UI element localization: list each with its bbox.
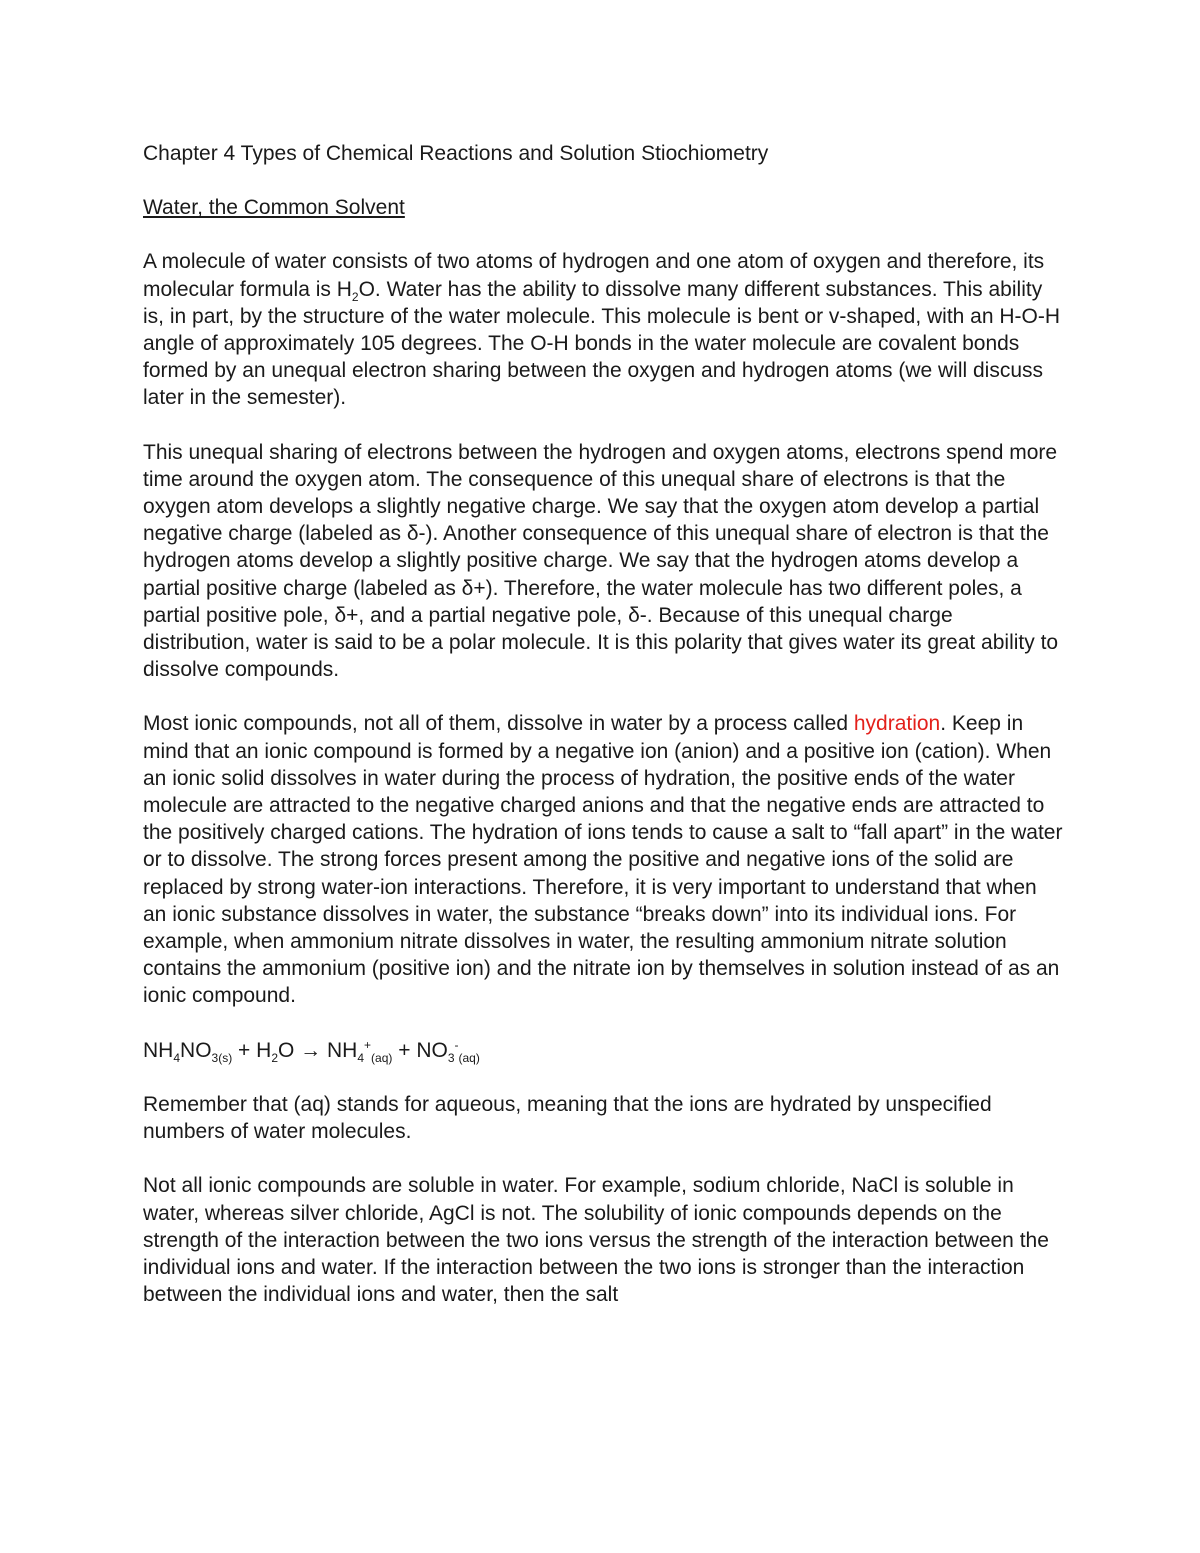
- paragraph-water-molecule: [143, 248, 1063, 411]
- equation-text: NH: [321, 1038, 358, 1062]
- paragraph-text: . Keep in mind that an ionic compound is formed by a negative ion (anion) and a positive ion (cation). When an ionic solid dissolves in water during the process of hydration, the positive ends of the water molecule are attracted to the negative charged anions and that the negative ends are attracted to the positively charged cations. The hydration of ions tends to cause a salt to “fall apart” in the water or to dissolve. The strong forces present among the positive and negative ions of the solid are replaced by strong water-ion interactions. Therefore, it is very important to understand that when an ionic substance dissolves in water, the substance “breaks down” into its individual ions. For example, when ammonium nitrate dissolves in water, the resulting ammonium nitrate solution contains the ammonium (positive ion) and the nitrate ion by themselves in solution instead of as an ionic compound.: [143, 712, 1063, 1008]
- equation-subscript: 4: [357, 1050, 365, 1065]
- equation-subscript: (aq): [458, 1050, 480, 1065]
- formula-subscript: 2: [351, 289, 359, 304]
- paragraph-text: A molecule of water consists of two atoms of hydrogen and one atom of oxygen and therefore, its molecular formula is H: [143, 250, 1045, 301]
- equation-subscript: 3(s): [211, 1050, 233, 1065]
- equation-subscript: 2: [271, 1050, 278, 1065]
- equation-text: O: [278, 1038, 301, 1062]
- reaction-arrow-icon: →: [300, 1038, 322, 1062]
- equation-text: + H: [232, 1038, 272, 1062]
- paragraph-aqueous: Remember that (aq) stands for aqueous, meaning that the ions are hydrated by unspecified numbers of water molecules.: [143, 1092, 992, 1144]
- equation-text: + NO: [392, 1038, 448, 1062]
- highlighted-term-hydration: hydration: [853, 712, 941, 736]
- equation-subscript: 3: [447, 1050, 455, 1065]
- paragraph-text: Most ionic compounds, not all of them, dissolve in water by a process called: [143, 712, 854, 736]
- paragraph-polarity: This unequal sharing of electrons between the hydrogen and oxygen atoms, electrons spend more time around the oxygen atom. The consequence of this unequal share of electrons is that the oxygen atom develops a slightly negative charge. We say that the oxygen atom develop a partial negative charge (labeled as δ-). Another consequence of this unequal share of electron is that the hydrogen atoms develop a slightly positive charge. We say that the hydrogen atoms develop a partial positive charge (labeled as δ+). Therefore, the water molecule has two different poles, a partial positive pole, δ+, and a partial negative pole, δ-. Because of this unequal charge distribution, water is said to be a polar molecule. It is this polarity that gives water its great ability to dissolve compounds.: [143, 440, 1059, 682]
- equation-text: NO: [180, 1038, 212, 1062]
- chapter-title: Chapter 4 Types of Chemical Reactions and Solution Stiochiometry: [143, 142, 769, 165]
- section-heading: Water, the Common Solvent: [143, 196, 405, 220]
- chemical-equation: [143, 1037, 1063, 1064]
- paragraph-solubility: Not all ionic compounds are soluble in water. For example, sodium chloride, NaCl is soluble in water, whereas silver chloride, AgCl is not. The solubility of ionic compounds depends on the strength of the interaction between the two ions versus the strength of the interaction between the individual ions and water. If the interaction between the two ions is stronger than the interaction between the individual ions and water, then the salt: [143, 1174, 1049, 1307]
- paragraph-text: O. Water has the ability to dissolve many different substances. This ability is, in part, by the structure of the water molecule. This molecule is bent or v-shaped, with an H-O-H angle of approximately 105 degrees. The O-H bonds in the water molecule are covalent bonds formed by an unequal electron sharing between the oxygen and hydrogen atoms (we will discuss later in the semester).: [143, 277, 1061, 410]
- equation-subscript: (aq): [371, 1050, 393, 1065]
- equation-superscript: -: [454, 1037, 459, 1052]
- equation-superscript: +: [364, 1037, 372, 1052]
- paragraph-hydration: [143, 710, 1063, 1009]
- equation-text: NH: [143, 1038, 174, 1062]
- document-page: [143, 140, 1063, 1335]
- equation-subscript: 4: [173, 1050, 181, 1065]
